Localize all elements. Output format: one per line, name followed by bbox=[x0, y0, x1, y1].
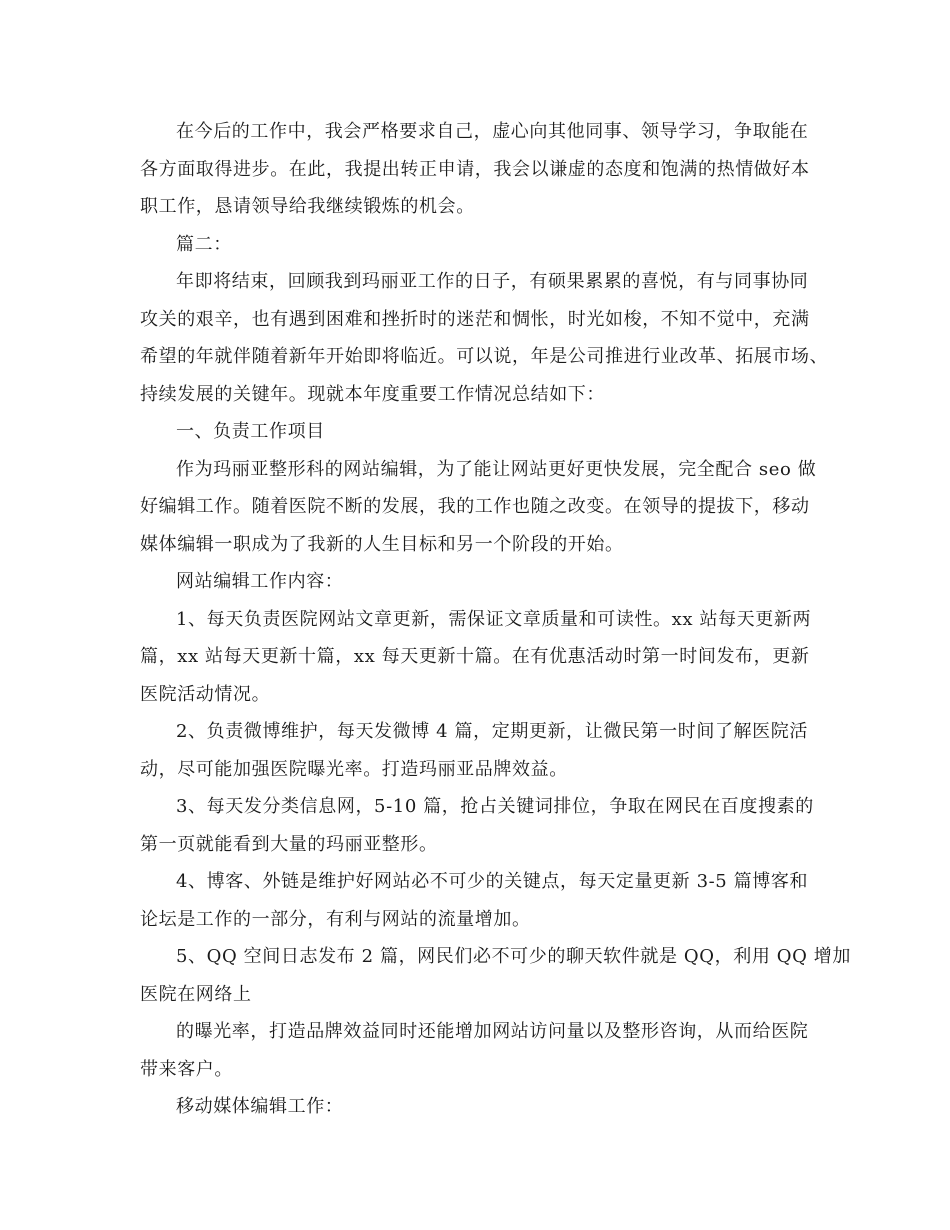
text-line: 1、每天负责医院网站文章更新，需保证文章质量和可读性。xx 站每天更新两 bbox=[176, 608, 812, 630]
text-line: 5、QQ 空间日志发布 2 篇，网民们必不可少的聊天软件就是 QQ，利用 QQ 增加 bbox=[176, 946, 851, 967]
text-line: 篇二： bbox=[176, 233, 232, 255]
text-line: 移动媒体编辑工作： bbox=[176, 1096, 344, 1117]
text-line: 网站编辑工作内容： bbox=[176, 571, 344, 592]
text-line: 好编辑工作。随着医院不断的发展，我的工作也随之改变。在领导的提拔下，移动 bbox=[140, 496, 810, 517]
paragraph bbox=[140, 563, 812, 601]
paragraph bbox=[140, 113, 812, 226]
text-line: 篇，xx 站每天更新十篇，xx 每天更新十篇。在有优惠活动时第一时间发布，更新 bbox=[140, 646, 810, 667]
paragraph bbox=[140, 413, 812, 451]
text-line: 论坛是工作的一部分，有利与网站的流量增加。 bbox=[140, 908, 531, 930]
paragraph bbox=[140, 713, 812, 788]
text-line: 一、负责工作项目 bbox=[176, 421, 325, 442]
paragraph bbox=[140, 1088, 812, 1126]
text-line: 在今后的工作中，我会严格要求自己，虚心向其他同事、领导学习，争取能在 bbox=[176, 121, 809, 142]
text-line: 作为玛丽亚整形科的网站编辑，为了能让网站更好更快发展，完全配合 seo 做 bbox=[176, 458, 817, 480]
text-line: 3、每天发分类信息网，5-10 篇，抢占关键词排位，争取在网民在百度搜素的 bbox=[176, 796, 814, 817]
paragraph bbox=[140, 938, 851, 1013]
document-body bbox=[140, 113, 851, 1126]
paragraph bbox=[140, 601, 812, 714]
text-line: 攻关的艰辛，也有遇到困难和挫折时的迷茫和惆怅，时光如梭，不知不觉中，充满 bbox=[140, 308, 810, 330]
text-line: 2、负责微博维护，每天发微博 4 篇，定期更新，让微民第一时间了解医院活 bbox=[176, 721, 808, 742]
paragraph bbox=[140, 451, 817, 564]
paragraph bbox=[140, 1013, 812, 1088]
text-line: 持续发展的关键年。现就本年度重要工作情况总结如下： bbox=[140, 383, 605, 405]
text-line: 年即将结束，回顾我到玛丽亚工作的日子，有硕果累累的喜悦，有与同事协同 bbox=[176, 271, 809, 292]
text-line: 第一页就能看到大量的玛丽亚整形。 bbox=[140, 833, 438, 855]
paragraph bbox=[140, 863, 812, 938]
paragraph bbox=[140, 226, 812, 264]
paragraph bbox=[140, 788, 812, 863]
text-line: 各方面取得进步。在此，我提出转正申请，我会以谦虚的态度和饱满的热情做好本 bbox=[140, 158, 810, 180]
text-line: 4、博客、外链是维护好网站必不可少的关键点，每天定量更新 3-5 篇博客和 bbox=[176, 871, 809, 892]
text-line: 媒体编辑一职成为了我新的人生目标和另一个阶段的开始。 bbox=[140, 533, 624, 555]
paragraph bbox=[140, 263, 829, 413]
text-line: 医院在网络上 bbox=[140, 983, 252, 1005]
text-line: 希望的年就伴随着新年开始即将临近。可以说，年是公司推进行业改革、拓展市场、 bbox=[140, 346, 829, 367]
text-line: 带来客户。 bbox=[140, 1058, 233, 1080]
text-line: 职工作，恳请领导给我继续锻炼的机会。 bbox=[140, 196, 475, 217]
text-line: 动，尽可能加强医院曝光率。打造玛丽亚品牌效益。 bbox=[140, 758, 568, 780]
text-line: 医院活动情况。 bbox=[140, 683, 271, 705]
text-line: 的曝光率，打造品牌效益同时还能增加网站访问量以及整形咨询，从而给医院 bbox=[176, 1021, 809, 1042]
